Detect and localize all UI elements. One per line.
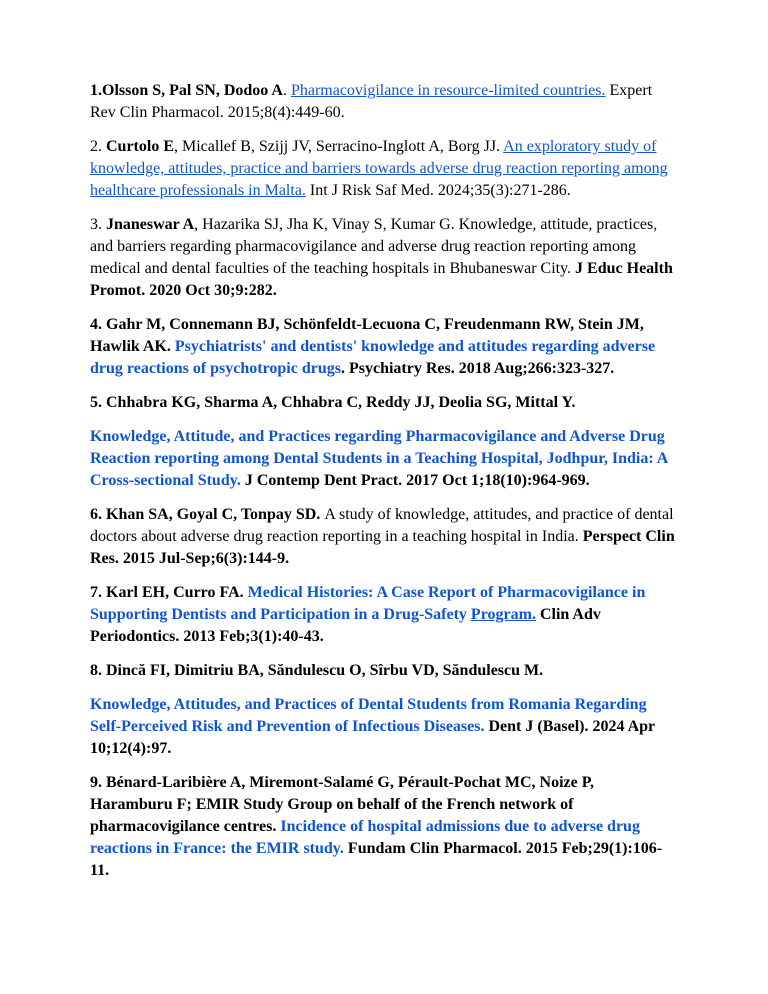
reference-text: . [282,82,291,99]
reference-8-paragraph-1 [90,660,678,682]
reference-link[interactable]: Medical Histories: A Case Report of Pharmacovigilance in Supporting Dentists and Participation in a Drug-Safety [90,584,646,623]
reference-text: . [340,360,349,377]
reference-4-paragraph-1 [90,314,678,380]
reference-5-paragraph-2 [90,426,678,492]
reference-text: Psychiatry Res. 2018 Aug;266:323-327. [348,360,615,377]
reference-text: Int J Risk Saf Med. 2024;35(3):271-286. [305,182,571,199]
reference-2-paragraph-1 [90,136,678,202]
reference-text: 4. Gahr M, Connemann BJ, Schönfeldt-Lecuona C, Freudenmann RW, Stein JM, Hawlik AK. [90,316,644,355]
reference-text: J Educ Health Promot. 2020 Oct 30;9:282. [90,260,673,299]
reference-text: 7. Karl EH, Curro FA. [90,584,248,601]
reference-link[interactable]: Knowledge, Attitude, and Practices regarding Pharmacovigilance and Adverse Drug Reaction reporting among Dental Students in a Teaching Hospital, Jodhpur, India: A Cross-sectional Study. [90,428,668,489]
reference-text: 2. [90,138,106,155]
reference-list [90,80,678,882]
reference-text: Jnaneswar A [106,216,195,233]
reference-text: A study of knowledge, attitudes, and practice of dental doctors about adverse drug reaction reporting in a teaching hospital in India. [90,506,674,545]
reference-text: 1.Olsson S, Pal SN, Dodoo A [90,82,283,99]
reference-text: Curtolo E [106,138,174,155]
reference-text: , Hazarika SJ, Jha K, Vinay S, Kumar G. Knowledge, attitude, practices, and barriers regarding pharmacovigilance and adverse drug reaction reporting among medical and dental faculties of the teaching hospitals in Bhubaneswar City. [90,216,658,277]
reference-link[interactable]: Program. [470,606,536,623]
reference-6-paragraph-1 [90,504,678,570]
reference-text: 8. Dincă FI, Dimitriu BA, Săndulescu O, Sîrbu VD, Săndulescu M. [90,662,544,679]
reference-text: 5. Chhabra KG, Sharma A, Chhabra C, Reddy JJ, Deolia SG, Mittal Y. [90,394,576,411]
reference-text: Expert Rev Clin Pharmacol. 2015;8(4):449-60. [90,82,653,121]
reference-1-paragraph-1 [90,80,678,124]
reference-link[interactable]: Knowledge, Attitudes, and Practices of Dental Students from Romania Regarding Self-Perceived Risk and Prevention of Infectious Diseases. [90,696,647,735]
reference-text: Clin Adv Periodontics. 2013 Feb;3(1):40-43. [90,606,601,645]
reference-3-paragraph-1 [90,214,678,302]
reference-text: 3. [90,216,106,233]
reference-link[interactable]: Pharmacovigilance in resource-limited countries. [290,82,606,99]
reference-link[interactable]: Psychiatrists' and dentists' knowledge and attitudes regarding adverse drug reactions of psychotropic drugs [90,338,656,377]
reference-link[interactable]: Incidence of hospital admissions due to adverse drug reactions in France: the EMIR study. [90,818,640,857]
reference-7-paragraph-1 [90,582,678,648]
reference-text: 6. Khan SA, Goyal C, Tonpay SD. [90,506,325,523]
reference-9-paragraph-1 [90,772,678,882]
reference-text: J Contemp Dent Pract. 2017 Oct 1;18(10):964-969. [240,472,590,489]
reference-text: , Micallef B, Szijj JV, Serracino-Inglott A, Borg JJ. [174,138,504,155]
reference-text: Dent J (Basel). 2024 Apr 10;12(4):97. [90,718,655,757]
reference-text: 9. Bénard-Laribière A, Miremont-Salamé G, Pérault-Pochat MC, Noize P, Haramburu F; EMIR Study Group on behalf of the French network of pharmacovigilance centres. [90,774,595,835]
reference-link[interactable]: An exploratory study of knowledge, attitudes, practice and barriers towards adverse drug reaction reporting among healthcare professionals in Malta. [90,138,668,199]
reference-text: Perspect Clin Res. 2015 Jul-Sep;6(3):144-9. [90,528,675,567]
reference-text: Fundam Clin Pharmacol. 2015 Feb;29(1):106-11. [90,840,663,879]
reference-8-paragraph-2 [90,694,678,760]
reference-5-paragraph-1 [90,392,678,414]
